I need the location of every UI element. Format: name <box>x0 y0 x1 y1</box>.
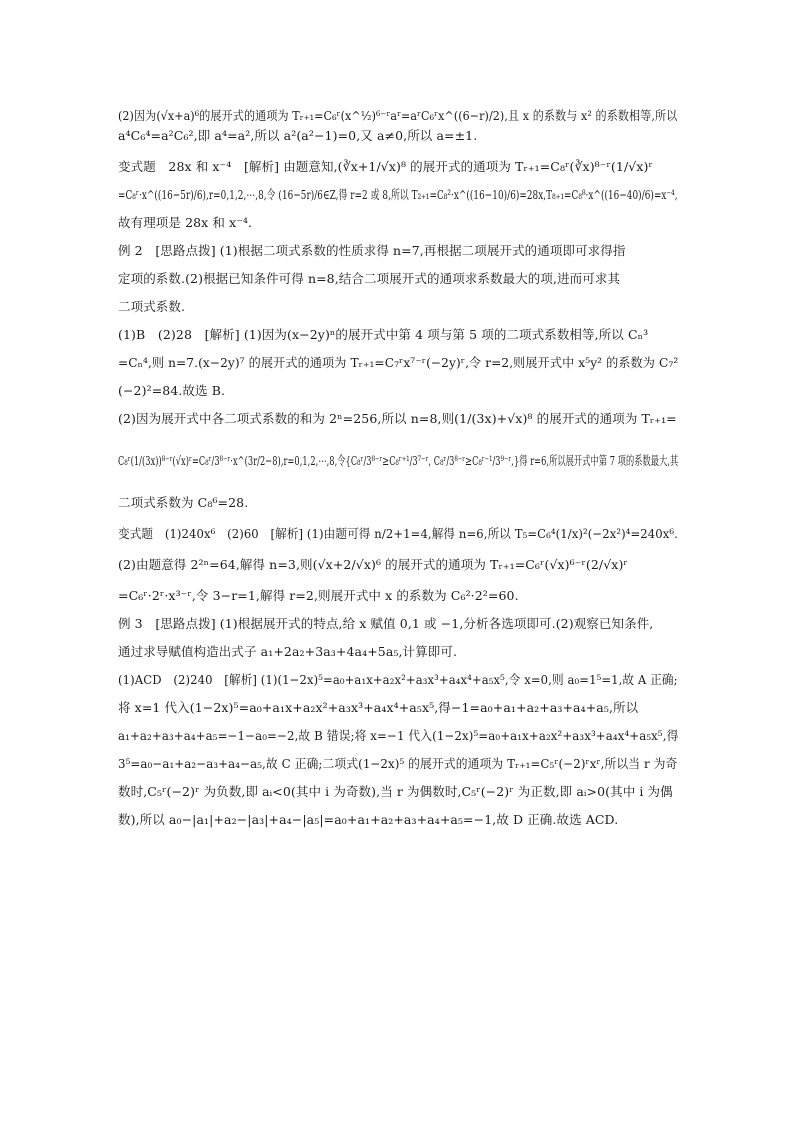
text-line: 二项式系数. <box>118 299 186 314</box>
text-line: 例 3 [思路点拨] (1)根据展开式的特点,给 x 赋值 0,1 或 −1,分析各选项即可.(2)观察已知条件, <box>118 616 654 631</box>
text-line: (1)B (2)28 [解析] (1)因为(x−2y)ⁿ的展开式中第 4 项与第 5 项的二项式系数相等,所以 Cₙ³ <box>118 327 649 342</box>
text-line: =Cₙ⁴,则 n=7.(x−2y)⁷ 的展开式的通项为 Tᵣ₊₁=C₇ʳx⁷⁻ʳ(−2y)ʳ,令 r=2,则展开式中 x⁵y² 的系数为 C₇² <box>118 355 679 370</box>
text-line: (2)因为(√x+a)⁶的展开式的通项为 Tᵣ₊₁=C₆ʳ(x^½)⁶⁻ʳaʳ=aʳC₆ʳx^((6−r)/2),且 x 的系数与 x² 的系数相等,所以 <box>118 108 678 123</box>
text-line: 数),所以 a₀−|a₁|+a₂−|a₃|+a₄−|a₅|=a₀+a₁+a₂+a₃+a₄+a₅=−1,故 D 正确.故选 ACD. <box>118 812 619 827</box>
solution-document <box>118 106 678 830</box>
text-line: a⁴C₆⁴=a²C₆²,即 a⁴=a²,所以 a²(a²−1)=0,又 a≠0,所以 a=±1. <box>118 128 478 143</box>
text-line: (2)因为展开式中各二项式系数的和为 2ⁿ=256,所以 n=8,则(1/(3x)+√x)⁸ 的展开式的通项为 Tᵣ₊₁= <box>118 411 677 426</box>
text-line: 故有理项是 28x 和 x⁻⁴. <box>118 215 253 230</box>
text-line: =C₆ʳ·2ʳ·x³⁻ʳ,令 3−r=1,解得 r=2,则展开式中 x 的系数为 C₆²·2²=60. <box>118 588 519 603</box>
text-line: 将 x=1 代入(1−2x)⁵=a₀+a₁x+a₂x²+a₃x³+a₄x⁴+a₅x⁵,得−1=a₀+a₁+a₂+a₃+a₄+a₅,所以 <box>118 700 639 715</box>
text-line: 例 2 [思路点拨] (1)根据二项式系数的性质求得 n=7,再根据二项展开式的通项即可求得指 <box>118 243 626 258</box>
text-line: (−2)²=84.故选 B. <box>118 383 226 398</box>
text-line: a₁+a₂+a₃+a₄+a₅=−1−a₀=−2,故 B 错误;将 x=−1 代入(1−2x)⁵=a₀+a₁x+a₂x²+a₃x³+a₄x⁴+a₅x⁵,得 <box>118 728 679 743</box>
text-line: 变式题 (1)240x⁶ (2)60 [解析] (1)由题可得 n/2+1=4,解得 n=6,所以 T₅=C₆⁴(1/x)²(−2x²)⁴=240x⁶. <box>118 526 678 541</box>
text-line: 数时,C₅ʳ(−2)ʳ 为负数,即 aᵢ<0(其中 i 为奇数),当 r 为偶数时,C₅ʳ(−2)ʳ 为正数,即 aᵢ>0(其中 i 为偶 <box>118 784 673 799</box>
text-line: (2)由题意得 2²ⁿ=64,解得 n=3,则(√x+2/√x)⁶ 的展开式的通项为 Tᵣ₊₁=C₆ʳ(√x)⁶⁻ʳ(2/√x)ʳ <box>118 557 628 572</box>
text-line: (1)ACD (2)240 [解析] (1)(1−2x)⁵=a₀+a₁x+a₂x²+a₃x³+a₄x⁴+a₅x⁵,令 x=0,则 a₀=1⁵=1,故 A 正确; <box>118 672 678 687</box>
text-line: 通过求导赋值构造出式子 a₁+2a₂+3a₃+4a₄+5a₅,计算即可. <box>118 644 458 659</box>
text-line: C₈ʳ(1/(3x))⁸⁻ʳ(√x)ʳ=C₈ʳ/3⁸⁻ʳ·x^(3r/2−8),r=0,1,2,⋯,8,令{C₈ʳ/3⁸⁻ʳ≥C₈ʳ⁺¹/3⁷⁻ʳ, C₈ʳ/3⁸⁻ʳ≥C₈ʳ⁻¹/3⁹⁻ʳ,}得 r=6,所以展开式中第 7 项的系数最大,其 <box>118 453 679 468</box>
text-line: 二项式系数为 C₈⁶=28. <box>118 495 249 510</box>
text-line: 3⁵=a₀−a₁+a₂−a₃+a₄−a₅,故 C 正确;二项式(1−2x)⁵ 的展开式的通项为 Tᵣ₊₁=C₅ʳ(−2)ʳxʳ,所以当 r 为奇 <box>118 756 678 771</box>
text-line: 定项的系数.(2)根据已知条件可得 n=8,结合二项展开式的通项求系数最大的项,进而可求其 <box>118 271 621 286</box>
text-line: =C₈ʳ·x^((16−5r)/6),r=0,1,2,⋯,8,令 (16−5r)/6∈Z,得 r=2 或 8,所以 T₂₊₁=C₈²·x^((16−10)/6)=28x,T₈₊₁=C₈⁸·x^((16−40)/6)=x⁻⁴, <box>118 187 678 202</box>
text-line: 变式题 28x 和 x⁻⁴ [解析] 由题意知,(∛x+1/√x)⁸ 的展开式的通项为 Tᵣ₊₁=C₈ʳ(∛x)⁸⁻ʳ(1/√x)ʳ <box>118 159 653 174</box>
